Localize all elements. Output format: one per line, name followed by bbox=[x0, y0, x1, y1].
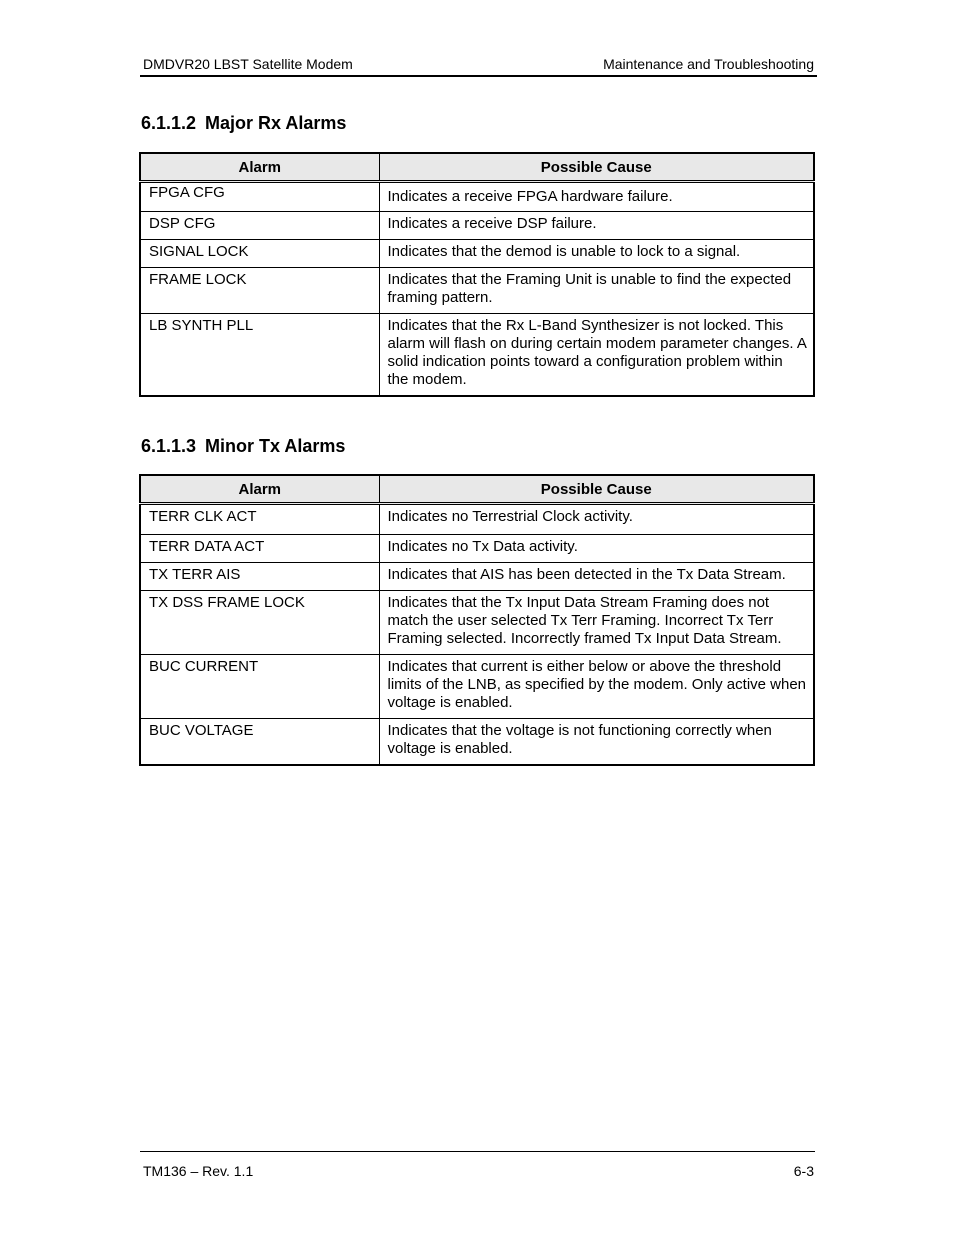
footer-page-number: 6-3 bbox=[793, 1163, 814, 1179]
header-document-title: DMDVR20 LBST Satellite Modem bbox=[143, 56, 353, 72]
alarm-name: TERR CLK ACT bbox=[140, 504, 379, 535]
table-row bbox=[140, 535, 814, 563]
table-row bbox=[140, 563, 814, 591]
section-title: Minor Tx Alarms bbox=[205, 436, 346, 456]
alarm-cause: Indicates a receive DSP failure. bbox=[379, 212, 814, 240]
table-row bbox=[140, 240, 814, 268]
alarm-name: FPGA CFG bbox=[140, 182, 379, 212]
header-chapter-title: Maintenance and Troubleshooting bbox=[603, 56, 814, 72]
alarm-name: DSP CFG bbox=[140, 212, 379, 240]
alarm-cause: Indicates that the Framing Unit is unable to find the expected framing pattern. bbox=[379, 268, 814, 314]
table-row bbox=[140, 268, 814, 314]
alarm-name: FRAME LOCK bbox=[140, 268, 379, 314]
section-heading-minor-tx-alarms bbox=[141, 436, 345, 457]
page-header bbox=[140, 55, 817, 77]
section-number: 6.1.1.3 bbox=[141, 436, 197, 456]
alarm-cause: Indicates that current is either below or above the threshold limits of the LNB, as specified by the modem. Only active when voltage is enabled. bbox=[379, 655, 814, 719]
alarm-name: BUC CURRENT bbox=[140, 655, 379, 719]
table-row bbox=[140, 655, 814, 719]
page-footer bbox=[140, 1151, 815, 1182]
section-title: Major Rx Alarms bbox=[205, 113, 347, 133]
alarm-name: TERR DATA ACT bbox=[140, 535, 379, 563]
alarm-cause: Indicates that AIS has been detected in the Tx Data Stream. bbox=[379, 563, 814, 591]
column-header-possible-cause: Possible Cause bbox=[379, 475, 814, 504]
major-rx-alarms-table bbox=[139, 152, 815, 397]
column-header-alarm: Alarm bbox=[140, 153, 379, 182]
table-row bbox=[140, 504, 814, 535]
alarm-cause: Indicates no Tx Data activity. bbox=[379, 535, 814, 563]
table-row bbox=[140, 212, 814, 240]
section-number: 6.1.1.2 bbox=[141, 113, 197, 133]
alarm-cause: Indicates that the Tx Input Data Stream Framing does not match the user selected Tx Terr Framing. Incorrect Tx Terr Framing selected. Incorrectly framed Tx Input Data Stream. bbox=[379, 591, 814, 655]
table-row bbox=[140, 591, 814, 655]
alarm-name: TX TERR AIS bbox=[140, 563, 379, 591]
alarm-cause: Indicates no Terrestrial Clock activity. bbox=[379, 504, 814, 535]
alarm-cause: Indicates a receive FPGA hardware failure. bbox=[379, 182, 814, 212]
alarm-cause: Indicates that the voltage is not functioning correctly when voltage is enabled. bbox=[379, 719, 814, 765]
alarm-cause: Indicates that the demod is unable to lock to a signal. bbox=[379, 240, 814, 268]
table-row bbox=[140, 314, 814, 396]
minor-tx-alarms-table bbox=[139, 474, 815, 766]
section-heading-major-rx-alarms bbox=[141, 113, 346, 134]
alarm-name: BUC VOLTAGE bbox=[140, 719, 379, 765]
alarm-name: SIGNAL LOCK bbox=[140, 240, 379, 268]
table-header-row bbox=[140, 153, 814, 182]
table-header-row bbox=[140, 475, 814, 504]
footer-document-revision: TM136 – Rev. 1.1 bbox=[143, 1163, 254, 1179]
alarm-name: TX DSS FRAME LOCK bbox=[140, 591, 379, 655]
alarm-cause: Indicates that the Rx L-Band Synthesizer is not locked. This alarm will flash on during certain modem parameter changes. A solid indication points toward a configuration problem within the modem. bbox=[379, 314, 814, 396]
table-row bbox=[140, 719, 814, 765]
column-header-possible-cause: Possible Cause bbox=[379, 153, 814, 182]
column-header-alarm: Alarm bbox=[140, 475, 379, 504]
alarm-name: LB SYNTH PLL bbox=[140, 314, 379, 396]
table-row bbox=[140, 182, 814, 212]
